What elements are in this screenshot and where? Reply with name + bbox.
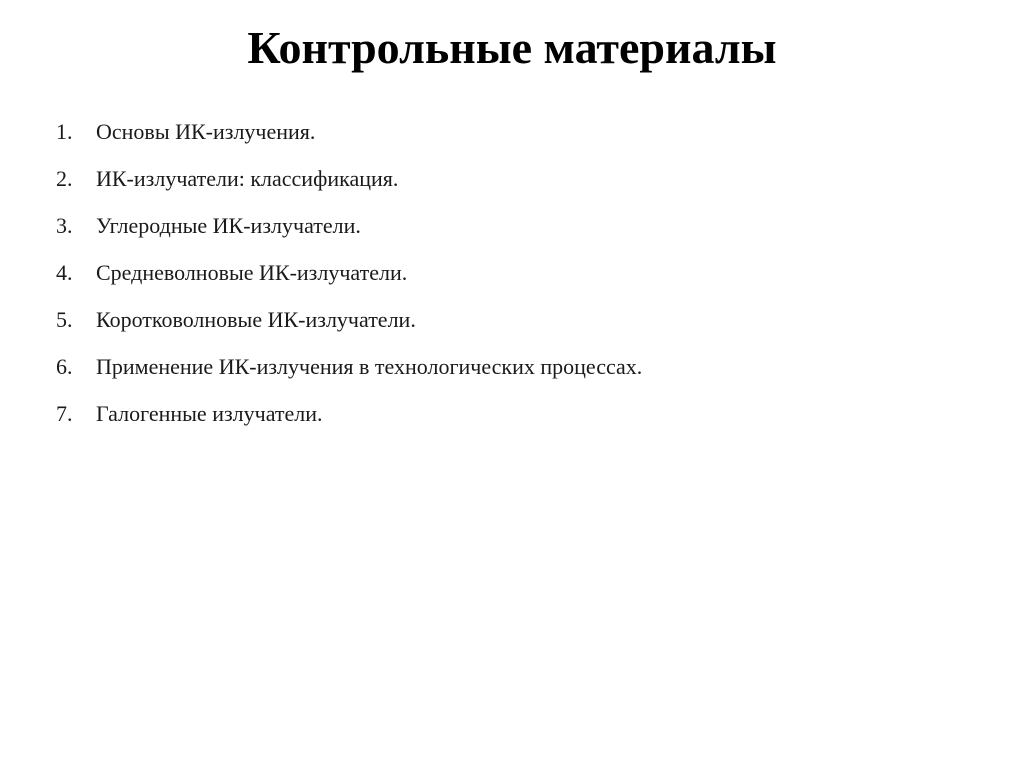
item-text: Коротковолновые ИК-излучатели. [96,307,416,332]
list-item [56,349,956,396]
item-number: 6. [56,354,73,379]
list-item [56,255,956,302]
item-number: 7. [56,401,73,426]
item-number: 1. [56,119,73,144]
list-item [56,396,956,443]
slide-title: Контрольные материалы [247,22,777,73]
list-item [56,208,956,255]
item-number: 3. [56,213,73,238]
item-text: Основы ИК-излучения. [96,119,316,144]
item-text: Применение ИК-излучения в технологических процессах. [96,354,643,379]
topic-list [56,114,956,443]
item-text: ИК-излучатели: классификация. [96,166,399,191]
list-item [56,161,956,208]
item-number: 5. [56,307,73,332]
list-item [56,114,956,161]
item-number: 2. [56,166,73,191]
item-text: Галогенные излучатели. [96,401,323,426]
list-item [56,302,956,349]
item-text: Средневолновые ИК-излучатели. [96,260,408,285]
item-text: Углеродные ИК-излучатели. [96,213,361,238]
item-number: 4. [56,260,73,285]
